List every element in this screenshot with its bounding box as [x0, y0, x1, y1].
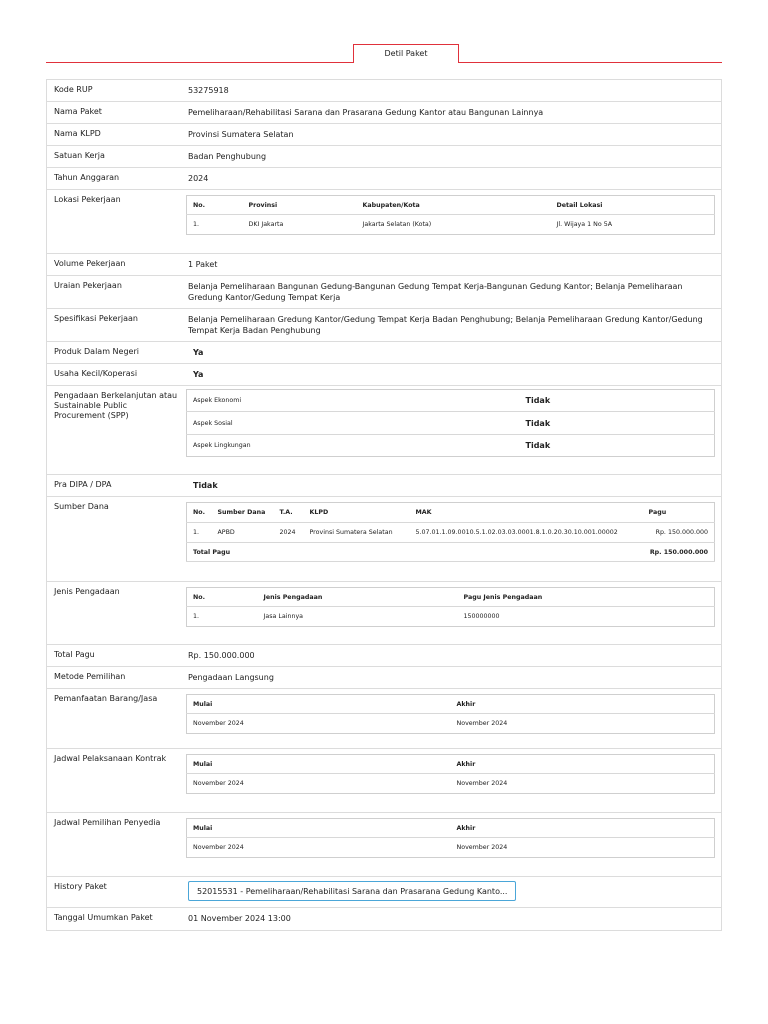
jenis-pengadaan-table: [186, 587, 715, 627]
cell: November 2024: [456, 780, 508, 787]
row-pemanfaatan: [47, 689, 721, 749]
nama-klpd-value: Provinsi Sumatera Selatan: [188, 130, 294, 139]
tab-detil-paket[interactable]: Detil Paket: [353, 44, 459, 63]
cell: November 2024: [193, 780, 244, 787]
spesifikasi-value: Belanja Pemeliharaan Gredung Kantor/Gedung Tempat Kerja Badan Penghubung; Belanja Pemeliharaan Gredung Kantor/Gedung Tempat Kerja Badan Penghubung: [188, 315, 703, 335]
spp-value: Tidak: [520, 390, 715, 412]
field-label: Tahun Anggaran: [54, 173, 120, 182]
tanggal-value: 01 November 2024 13:00: [188, 914, 291, 923]
uraian-value: Belanja Pemeliharaan Bangunan Gedung-Bangunan Gedung Tempat Kerja-Bangunan Gedung Kantor; Belanja Pemeliharaan Gredung Kantor/Gedung Tempat Kerja: [188, 282, 683, 302]
row-usaha-kecil: [47, 364, 721, 386]
row-nama-klpd: [47, 124, 721, 146]
nama-paket-value: Pemeliharaan/Rehabilitasi Sarana dan Prasarana Gedung Kantor atau Bangunan Lainnya: [188, 108, 544, 117]
field-label: Jadwal Pemilihan Penyedia: [54, 818, 161, 827]
spp-aspect: Aspek Ekonomi: [187, 390, 520, 412]
field-label: Nama Paket: [54, 107, 102, 116]
cell: November 2024: [456, 720, 508, 727]
col-header: MAK: [410, 503, 643, 523]
cell: Jasa Lainnya: [263, 613, 304, 620]
row-jadwal-kontrak: [47, 749, 721, 813]
field-label: Lokasi Pekerjaan: [54, 195, 121, 204]
cell: 2024: [274, 523, 304, 543]
col-header: No.: [187, 503, 212, 523]
table-row: [187, 714, 715, 734]
row-tanggal: [47, 908, 721, 930]
spp-aspect: Aspek Lingkungan: [193, 442, 251, 449]
row-uraian: [47, 276, 721, 309]
col-header: Akhir: [451, 755, 715, 774]
total-value: Rp. 150.000.000: [643, 543, 715, 562]
col-header: Kabupaten/Kota: [357, 196, 551, 215]
cell: 5.07.01.1.09.0010.5.1.02.03.03.0001.8.1.0.20.30.10.001.00002: [410, 523, 643, 543]
row-total-pagu: [47, 645, 721, 667]
spp-value: Tidak: [520, 412, 715, 435]
cell: 1.: [187, 523, 212, 543]
total-pagu-value: Rp. 150.000.000: [188, 651, 255, 660]
row-nama-paket: [47, 102, 721, 124]
field-label: Jenis Pengadaan: [54, 587, 120, 596]
field-label: History Paket: [54, 882, 107, 891]
row-tahun-anggaran: [47, 168, 721, 190]
cell: 150000000: [463, 613, 500, 620]
total-row: [187, 543, 715, 562]
lokasi-table: [186, 195, 715, 235]
cell: 1.: [193, 613, 200, 620]
col-header: Akhir: [451, 819, 715, 838]
pra-dipa-value: Tidak: [193, 481, 218, 490]
col-header: Mulai: [187, 755, 451, 774]
row-kode-rup: [47, 80, 721, 102]
jadwal-kontrak-table: [186, 754, 715, 794]
cell: November 2024: [456, 844, 508, 851]
satuan-kerja-value: Badan Penghubung: [188, 152, 267, 161]
field-label: Jadwal Pelaksanaan Kontrak: [54, 754, 167, 763]
history-paket-link[interactable]: 52015531 - Pemeliharaan/Rehabilitasi Sarana dan Prasarana Gedung Kanto...: [188, 881, 516, 901]
pemanfaatan-table: [186, 694, 715, 734]
cell: Jl. Wijaya 1 No 5A: [556, 221, 613, 228]
row-satuan-kerja: [47, 146, 721, 168]
kode-rup-value: 53275918: [188, 86, 229, 95]
spp-value: Tidak: [525, 441, 551, 450]
row-jenis-pengadaan: [47, 582, 721, 645]
field-label: Pengadaan Berkelanjutan atau Sustainable Public Procurement (SPP): [54, 391, 178, 420]
usaha-kecil-value: Ya: [193, 370, 204, 379]
row-lokasi: [47, 190, 721, 254]
table-row: [187, 435, 715, 457]
table-row: [187, 390, 715, 412]
row-pra-dipa: [47, 475, 721, 497]
jadwal-pemilihan-table: [186, 818, 715, 858]
table-row: [187, 838, 715, 858]
volume-value: 1 Paket: [188, 260, 218, 269]
table-row: [187, 607, 715, 627]
row-metode: [47, 667, 721, 689]
spp-aspect: Aspek Sosial: [187, 412, 520, 435]
row-volume: [47, 254, 721, 276]
col-header: Pagu Jenis Pengadaan: [458, 588, 715, 607]
field-label: Nama KLPD: [54, 129, 101, 138]
cell: Rp. 150.000.000: [643, 523, 715, 543]
col-header: No.: [187, 196, 243, 215]
field-label: Total Pagu: [54, 650, 95, 659]
col-header: T.A.: [274, 503, 304, 523]
col-header: Provinsi: [243, 196, 357, 215]
field-label: Spesifikasi Pekerjaan: [54, 314, 138, 323]
field-label: Usaha Kecil/Koperasi: [54, 369, 138, 378]
field-label: Uraian Pekerjaan: [54, 281, 122, 290]
field-label: Sumber Dana: [54, 502, 109, 511]
col-header: Mulai: [187, 695, 451, 714]
table-row: [187, 523, 715, 543]
field-label: Metode Pemilihan: [54, 672, 126, 681]
tab-bar: [46, 44, 722, 63]
total-label: Total Pagu: [187, 543, 643, 562]
col-header: Detail Lokasi: [551, 196, 715, 215]
row-jadwal-pemilihan: [47, 813, 721, 877]
row-spesifikasi: [47, 309, 721, 342]
table-row: [187, 774, 715, 794]
cell: Jakarta Selatan (Kota): [362, 221, 432, 228]
tahun-anggaran-value: 2024: [188, 174, 209, 183]
cell: November 2024: [193, 844, 244, 851]
cell: 1.: [193, 221, 200, 228]
field-label: Volume Pekerjaan: [54, 259, 126, 268]
col-header: Akhir: [451, 695, 715, 714]
cell: DKI Jakarta: [248, 221, 284, 228]
produk-dalam-negeri-value: Ya: [193, 348, 204, 357]
field-label: Produk Dalam Negeri: [54, 347, 139, 356]
col-header: Mulai: [187, 819, 451, 838]
field-label: Pemanfaatan Barang/Jasa: [54, 694, 158, 703]
row-sumber-dana: [47, 497, 721, 582]
col-header: No.: [187, 588, 258, 607]
row-spp: [47, 386, 721, 475]
metode-value: Pengadaan Langsung: [188, 673, 274, 682]
field-label: Kode RUP: [54, 85, 93, 94]
field-label: Tanggal Umumkan Paket: [54, 913, 153, 922]
row-history: [47, 877, 721, 908]
detail-table: [46, 79, 722, 931]
col-header: Jenis Pengadaan: [258, 588, 458, 607]
cell: Provinsi Sumatera Selatan: [304, 523, 410, 543]
row-produk-dalam-negeri: [47, 342, 721, 364]
cell: APBD: [212, 523, 274, 543]
col-header: KLPD: [304, 503, 410, 523]
table-row: [187, 215, 715, 235]
field-label: Satuan Kerja: [54, 151, 105, 160]
field-label: Pra DIPA / DPA: [54, 480, 112, 489]
table-row: [187, 412, 715, 435]
sumber-dana-table: [186, 502, 715, 562]
cell: November 2024: [193, 720, 244, 727]
spp-table: [186, 389, 715, 457]
col-header: Pagu: [643, 503, 715, 523]
col-header: Sumber Dana: [212, 503, 274, 523]
